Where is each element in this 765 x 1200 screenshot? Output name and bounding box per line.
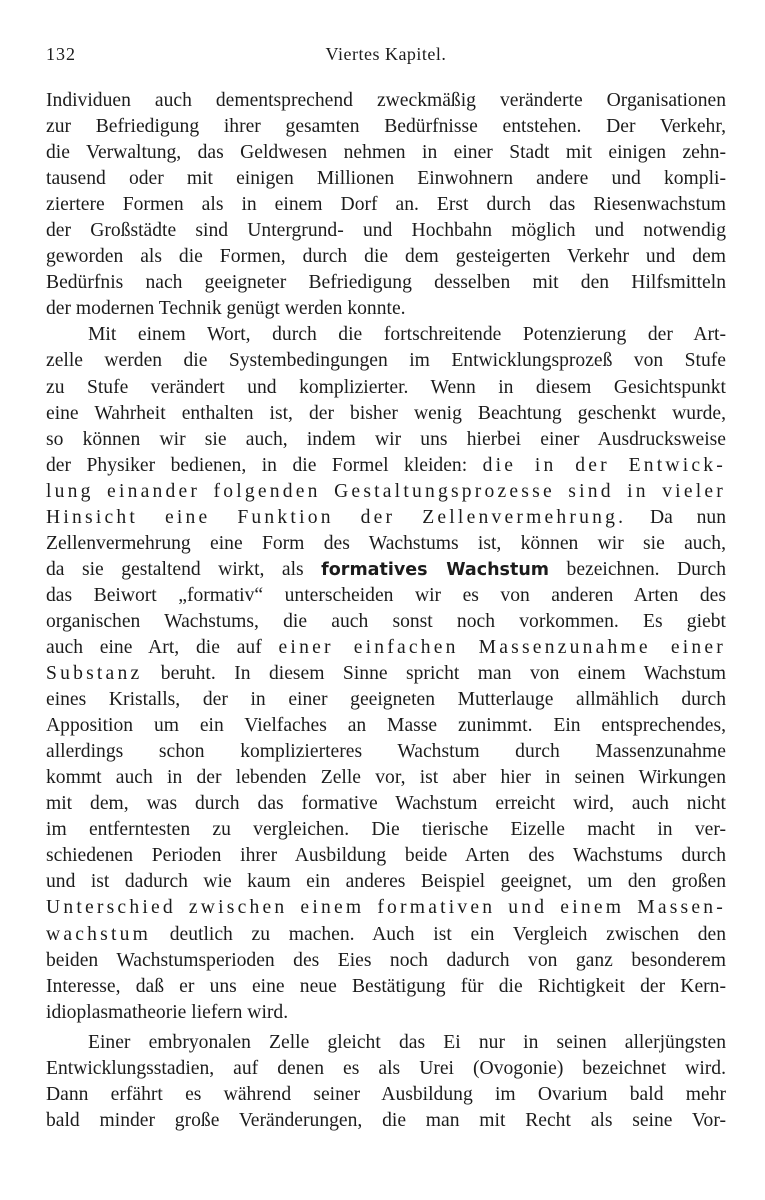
text-line: zelle werden die Systembedingungen im Entwicklungsprozeß von Stufe [46, 350, 726, 372]
emphasized-text: wachstum [46, 923, 152, 945]
text-line: tausend oder mit einigen Millionen Einwohnern andere und kompli- [46, 168, 726, 190]
text-line: kommt auch in der lebenden Zelle vor, ist aber hier in seinen Wirkungen [46, 767, 726, 789]
emphasized-text: Hinsicht eine Funktion der Zellenvermehrung. [46, 506, 627, 528]
text-line [46, 895, 726, 921]
text-line: eine Wahrheit enthalten ist, der bisher wenig Beachtung geschenkt wurde, [46, 402, 726, 424]
text-line: der modernen Technik genügt werden konnte. [46, 298, 406, 320]
page-number: 132 [46, 44, 76, 64]
text-line: wachstum deutlich zu machen. Auch ist ein Vergleich zwischen den [46, 923, 726, 945]
emphasized-text: lung einander folgenden Gestaltungsprozesse sind in vieler [46, 480, 726, 502]
text-line: allerdings schon komplizierteres Wachstum durch Massenzunahme [46, 741, 726, 763]
bold-term: formatives Wachstum [321, 559, 550, 580]
text-line: und ist dadurch wie kaum ein anderes Beispiel geeignet, um den großen [46, 871, 726, 893]
emphasized-text: Substanz [46, 663, 143, 685]
text-line: Substanz beruht. In diesem Sinne spricht man von einem Wachstum [46, 663, 726, 685]
text-line: Individuen auch dementsprechend zweckmäßig veränderte Organisationen [46, 90, 726, 111]
text-line: bald minder große Veränderungen, die man mit Recht als seine Vor- [46, 1109, 726, 1131]
text-line: beiden Wachstumsperioden des Eies noch dadurch von ganz besonderem [46, 949, 726, 971]
text-line: ziertere Formen als in einem Dorf an. Erst durch das Riesenwachstum [46, 194, 726, 216]
text-line: idioplasmatheorie liefern wird. [46, 1001, 289, 1023]
text-line: der Physiker bedienen, in die Formel kleiden: die in der Entwick- [46, 454, 726, 476]
text-line: Einer embryonalen Zelle gleicht das Ei nur in seinen allerjüngsten [88, 1031, 726, 1053]
text-line: mit dem, was durch das formative Wachstum erreicht wird, auch nicht [46, 793, 726, 815]
text-line: Entwicklungsstadien, auf denen es als Urei (Ovogonie) bezeichnet wird. [46, 1057, 726, 1079]
text-line: Hinsicht eine Funktion der Zellenvermehrung. Da nun [46, 506, 726, 528]
emphasized-text: die in der Entwick- [482, 454, 726, 476]
text-line: die Verwaltung, das Geldwesen nehmen in einer Stadt mit einigen zehn- [46, 142, 726, 164]
running-head [46, 44, 726, 68]
text-line: das Beiwort „formativ“ unterscheiden wir es von anderen Arten des [46, 584, 726, 606]
emphasized-text: Unterschied zwischen einem formativen und einem Massen- [46, 897, 726, 919]
emphasized-text: einer einfachen Massenzunahme einer [278, 636, 726, 658]
text-line: Mit einem Wort, durch die fortschreitende Potenzierung der Art- [88, 324, 726, 346]
text-line: der Großstädte sind Untergrund- und Hochbahn möglich und notwendig [46, 220, 726, 242]
text-line: zur Befriedigung ihrer gesamten Bedürfnisse entstehen. Der Verkehr, [46, 116, 726, 138]
text-line: Bedürfnis nach geeigneter Befriedigung desselben mit den Hilfsmitteln [46, 272, 726, 294]
text-line: so können wir sie auch, indem wir uns hierbei einer Ausdrucksweise [46, 428, 726, 450]
text-line: schiedenen Perioden ihrer Ausbildung beide Arten des Wachstums durch [46, 845, 726, 867]
body-text [46, 88, 726, 1134]
text-line: Zellenvermehrung eine Form des Wachstums ist, können wir sie auch, [46, 532, 726, 554]
text-line: auch eine Art, die auf einer einfachen Massenzunahme einer [46, 636, 726, 658]
text-line: Apposition um ein Vielfaches an Masse zunimmt. Ein entsprechendes, [46, 715, 726, 737]
text-line: Interesse, daß er uns eine neue Bestätigung für die Richtigkeit der Kern- [46, 975, 726, 997]
text-line: geworden als die Formen, durch die dem gesteigerten Verkehr und dem [46, 246, 726, 268]
text-line: da sie gestaltend wirkt, als formatives Wachstum bezeichnen. Durch [46, 558, 726, 580]
text-line [46, 479, 726, 505]
text-line: organischen Wachstums, die auch sonst noch vorkommen. Es giebt [46, 610, 726, 632]
text-line: Dann erfährt es während seiner Ausbildung im Ovarium bald mehr [46, 1083, 726, 1105]
chapter-title: Viertes Kapitel. [325, 44, 447, 64]
text-line: zu Stufe verändert und komplizierter. Wenn in diesem Gesichtspunkt [46, 376, 726, 398]
text-line: im entferntesten zu vergleichen. Die tierische Eizelle macht in ver- [46, 819, 726, 841]
text-line: eines Kristalls, der in einer geeigneten Mutterlauge allmählich durch [46, 689, 726, 711]
